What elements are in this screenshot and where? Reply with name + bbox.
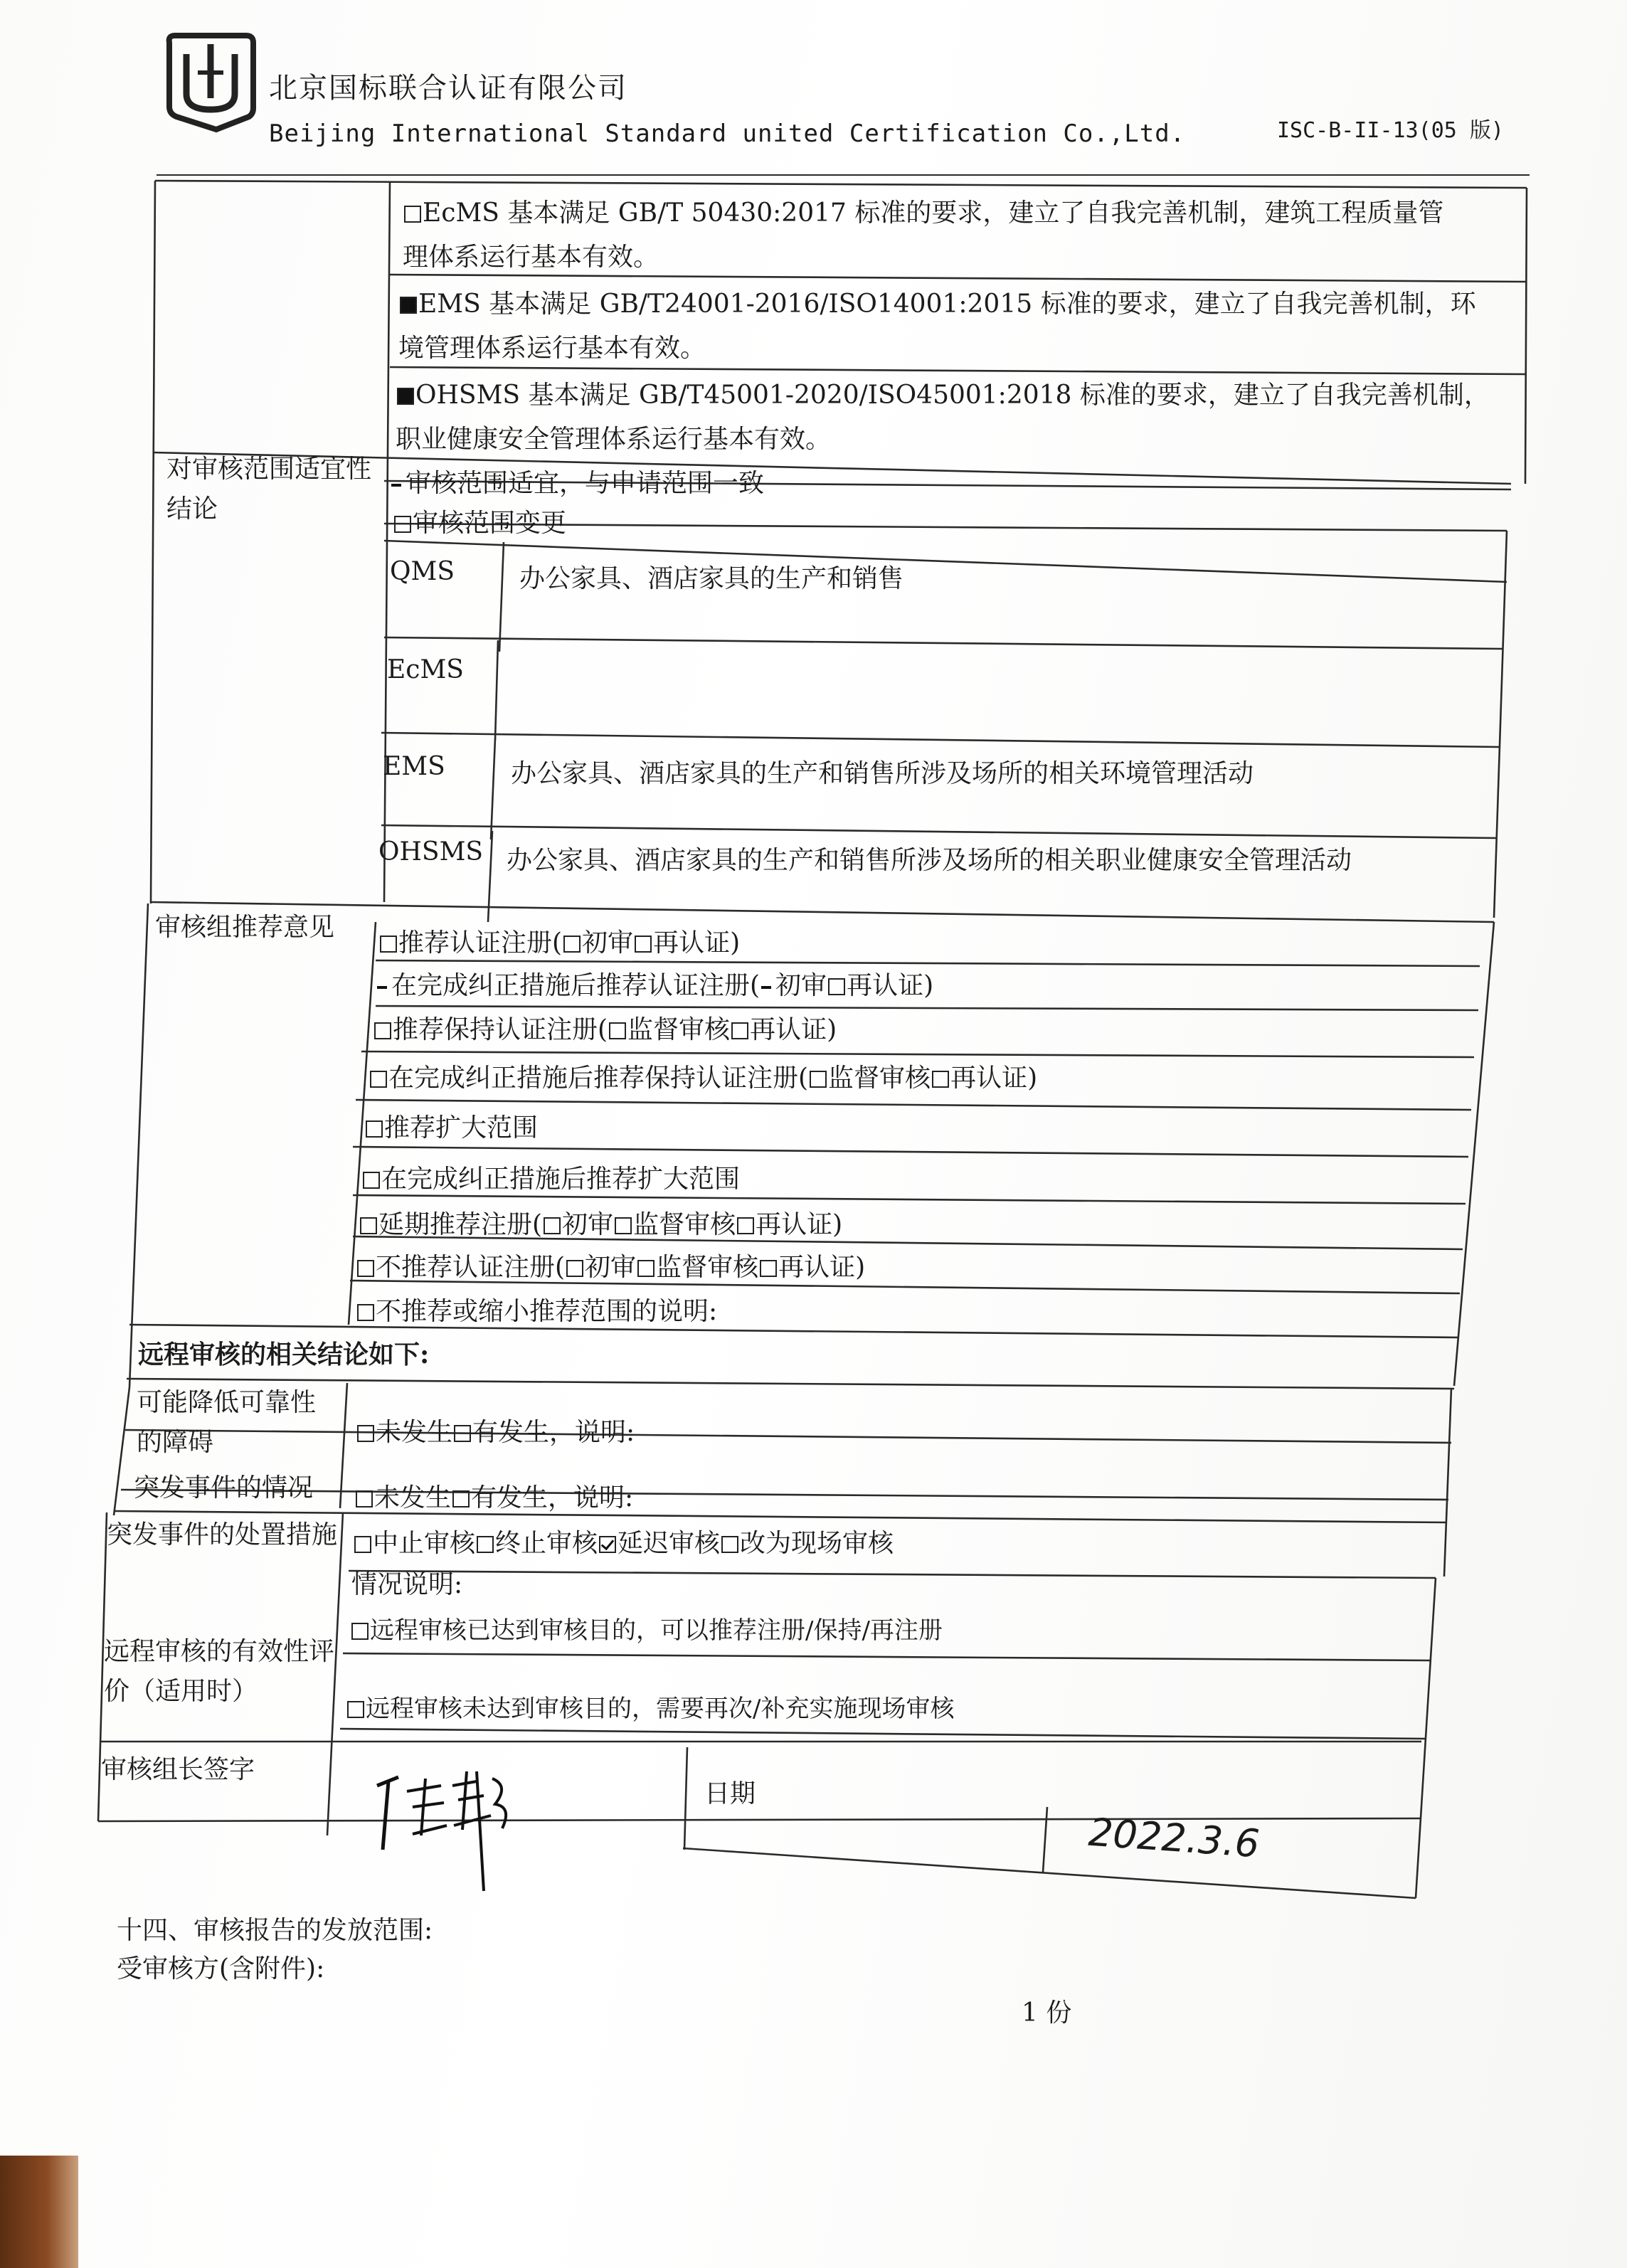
scope-label: 对审核范围适宜性结论 (166, 455, 372, 524)
recert-checkbox-6[interactable] (760, 1260, 777, 1277)
scope-system-ohsms: OHSMS (378, 837, 484, 867)
obstacle-options[interactable]: 未发生 有发生，说明: (356, 1411, 635, 1454)
recommend-item-maintain[interactable]: 推荐保持认证注册( 监督审核 再认证) (373, 1009, 837, 1051)
conclusion-ecms-line1: EcMS 基本满足 GB/T 50430:2017 标准的要求，建立了自我完善机制，建筑工程质量管 (403, 192, 1443, 235)
eval-no-checkbox[interactable] (347, 1701, 364, 1718)
recommend-register-checkbox[interactable] (380, 936, 397, 953)
recert-checkbox-2[interactable] (828, 978, 845, 995)
date-label: 日期 (704, 1779, 756, 1808)
surveil-checkbox-4[interactable] (637, 1260, 654, 1277)
recommend-item-register-after-ca[interactable]: 在完成纠正措施后推荐认证注册( 初审 再认证) (376, 965, 933, 1007)
incident-options[interactable]: 未发生 有发生，说明: (354, 1477, 633, 1520)
incident-occurred-checkbox[interactable] (452, 1490, 470, 1507)
ems-checkbox[interactable] (400, 297, 417, 314)
leader-sign-label: 审核组长签字 (101, 1755, 255, 1784)
recommend-item-maintain-after-ca[interactable]: 在完成纠正措施后推荐保持认证注册( 监督审核 再认证) (369, 1057, 1037, 1100)
eval-no-option[interactable]: 远程审核未达到审核目的，需要再次/补充实施现场审核 (346, 1687, 954, 1730)
incident-not-occurred-checkbox[interactable] (356, 1490, 373, 1507)
obstacle-occurred-checkbox[interactable] (454, 1425, 471, 1442)
not-recommend-checkbox[interactable] (357, 1304, 374, 1321)
eval-label: 远程审核的有效性评价（适用时） (104, 1637, 335, 1706)
eval-yes-option[interactable]: 远程审核已达到审核目的，可以推荐注册/保持/再注册 (350, 1609, 943, 1652)
situation-note: 情况说明: (351, 1570, 463, 1599)
recommend-item-extend-after-ca[interactable]: 在完成纠正措施后推荐扩大范围 (361, 1158, 740, 1201)
eval-yes-checkbox[interactable] (351, 1623, 369, 1640)
leader-signature-icon (370, 1757, 526, 1892)
scope-system-ems: EMS (383, 752, 445, 781)
register-after-ca-mark (377, 986, 387, 989)
maintain-checkbox[interactable] (374, 1022, 391, 1039)
recommend-item-not-recommend-note[interactable]: 不推荐或缩小推荐范围的说明: (356, 1291, 717, 1333)
conclusion-ohsms-line1: OHSMS 基本满足 GB/T45001-2020/ISO45001:2018 标准的要求，建立了自我完善机制， (396, 374, 1490, 417)
scope-system-ecms: EcMS (387, 655, 464, 684)
terminate-checkbox[interactable] (477, 1536, 494, 1553)
recommend-item-not-register[interactable]: 不推荐认证注册( 初审 监督审核 再认证) (356, 1246, 865, 1289)
conclusion-ecms-line2: 理体系运行基本有效。 (403, 243, 659, 272)
remote-title: 远程审核的相关结论如下: (138, 1340, 430, 1369)
not-register-checkbox[interactable] (357, 1260, 374, 1277)
company-name-cn: 北京国标联合认证有限公司 (269, 72, 627, 105)
surveil-checkbox-2[interactable] (810, 1071, 827, 1088)
scope-suitable-mark (391, 484, 401, 487)
recert-checkbox-3[interactable] (731, 1022, 748, 1039)
distribution-title: 十四、审核报告的发放范围: (117, 1916, 433, 1945)
initial-mark (761, 986, 771, 989)
scope-text-qms: 办公家具、酒店家具的生产和销售 (519, 564, 904, 593)
maintain-after-ca-checkbox[interactable] (370, 1071, 387, 1088)
recert-checkbox[interactable] (635, 936, 652, 953)
document-number: ISC-B-II-13(05 版) (1277, 118, 1504, 143)
scope-suitable-option[interactable]: 审核范围适宜，与申请范围一致 (390, 462, 764, 505)
scope-text-ohsms: 办公家具、酒店家具的生产和销售所涉及场所的相关职业健康安全管理活动 (507, 846, 1352, 875)
distribution-auditee: 受审核方(含附件): (117, 1954, 325, 1983)
initial-checkbox[interactable] (563, 936, 581, 953)
handling-label: 突发事件的处置措施 (107, 1520, 338, 1549)
delay-checkbox[interactable] (599, 1536, 616, 1553)
scope-text-ems: 办公家具、酒店家具的生产和销售所涉及场所的相关环境管理活动 (511, 759, 1254, 788)
recommend-item-postpone[interactable]: 延期推荐注册( 初审 监督审核 再认证) (359, 1204, 842, 1246)
ecms-checkbox[interactable] (404, 206, 421, 223)
stop-checkbox[interactable] (354, 1536, 371, 1553)
extend-after-ca-checkbox[interactable] (363, 1172, 380, 1189)
conclusion-ohsms-line2: 职业健康安全管理体系运行基本有效。 (396, 425, 832, 454)
incident-label: 突发事件的情况 (134, 1473, 314, 1503)
initial-checkbox-3[interactable] (544, 1217, 561, 1234)
initial-checkbox-4[interactable] (566, 1260, 583, 1277)
conclusion-ems-line1: EMS 基本满足 GB/T24001-2016/ISO14001:2015 标准的要求，建立了自我完善机制，环 (398, 283, 1476, 326)
scope-system-qms: QMS (390, 557, 455, 586)
conclusion-ems-line2: 境管理体系运行基本有效。 (398, 334, 706, 363)
recommend-item-register[interactable]: 推荐认证注册( 初审 再认证) (378, 922, 740, 965)
recommend-label: 审核组推荐意见 (155, 913, 335, 942)
postpone-checkbox[interactable] (360, 1217, 377, 1234)
onsite-checkbox[interactable] (721, 1536, 738, 1553)
recert-checkbox-5[interactable] (737, 1217, 754, 1234)
surveil-checkbox-3[interactable] (615, 1217, 632, 1234)
extend-checkbox[interactable] (366, 1120, 383, 1138)
handling-options[interactable]: 中止审核 终止审核 延迟审核 改为现场审核 (353, 1522, 894, 1565)
recommend-item-extend[interactable]: 推荐扩大范围 (364, 1107, 538, 1150)
surveil-checkbox[interactable] (609, 1022, 626, 1039)
obstacle-label: 可能降低可靠性的障碍 (137, 1388, 317, 1457)
scope-change-checkbox[interactable] (394, 516, 411, 533)
scope-change-option[interactable]: 审核范围变更 (393, 502, 566, 545)
ohsms-checkbox[interactable] (397, 388, 414, 405)
distribution-copies: 1 份 (1022, 1998, 1072, 2028)
obstacle-not-occurred-checkbox[interactable] (357, 1425, 374, 1442)
company-name-en: Beijing International Standard united Certification Co.,Ltd. (269, 120, 1186, 148)
date-value: 2022.3.6 (1087, 1809, 1261, 1867)
recert-checkbox-4[interactable] (932, 1071, 949, 1088)
